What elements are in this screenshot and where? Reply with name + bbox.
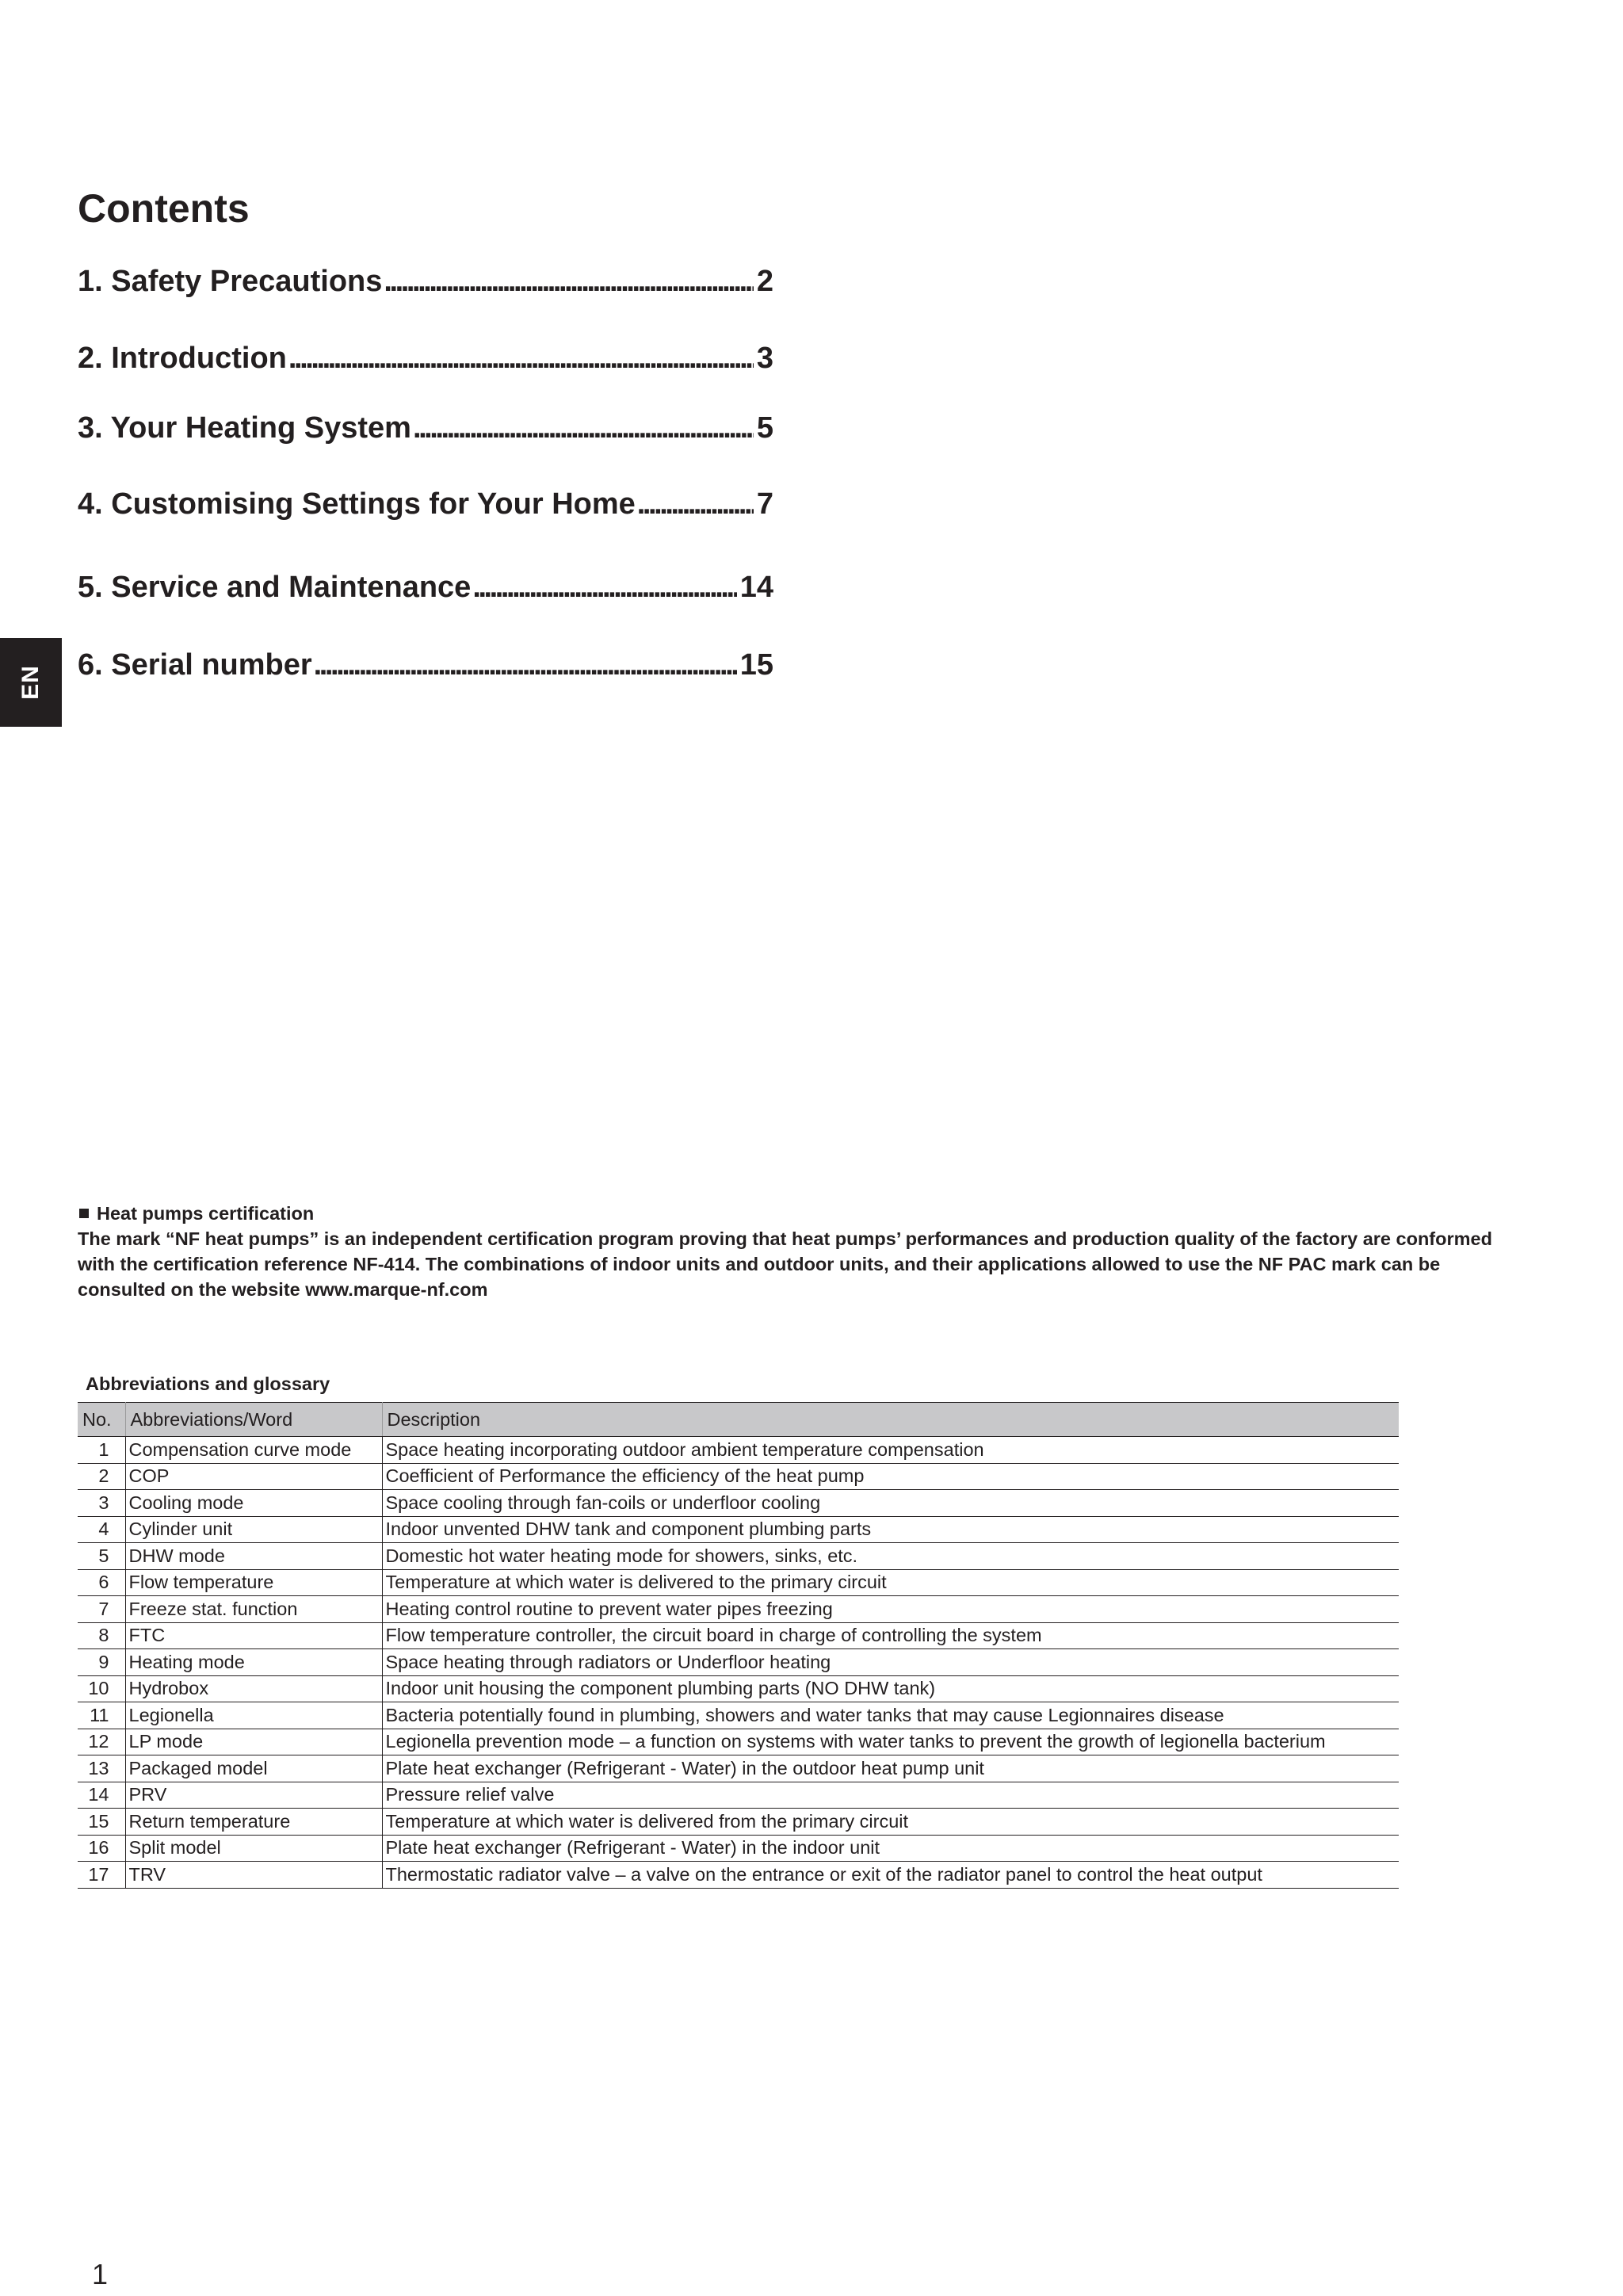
- toc-entry-title: 6. Serial number: [78, 648, 312, 682]
- row-word: PRV: [125, 1782, 382, 1809]
- row-description: Space heating through radiators or Underfloor heating: [382, 1649, 1399, 1676]
- row-number: 12: [78, 1729, 125, 1755]
- row-description: Flow temperature controller, the circuit board in charge of controlling the system: [382, 1622, 1399, 1649]
- row-number: 2: [78, 1463, 125, 1490]
- row-word: Hydrobox: [125, 1675, 382, 1702]
- table-row: [78, 1862, 1399, 1889]
- toc-leader: [637, 489, 754, 519]
- row-number: 7: [78, 1596, 125, 1623]
- toc-entry[interactable]: [78, 572, 773, 602]
- row-word: COP: [125, 1463, 382, 1490]
- row-description: Plate heat exchanger (Refrigerant - Water) in the indoor unit: [382, 1835, 1399, 1862]
- row-description: Temperature at which water is delivered from the primary circuit: [382, 1809, 1399, 1836]
- row-number: 17: [78, 1862, 125, 1889]
- row-number: 4: [78, 1516, 125, 1543]
- row-number: 1: [78, 1437, 125, 1464]
- row-number: 14: [78, 1782, 125, 1809]
- table-row: [78, 1702, 1399, 1729]
- toc-entry-title: 1. Safety Precautions: [78, 265, 383, 298]
- row-description: Space cooling through fan-coils or underfloor cooling: [382, 1490, 1399, 1517]
- table-row: [78, 1543, 1399, 1570]
- toc-leader: [413, 413, 754, 443]
- toc-entry[interactable]: [78, 413, 773, 443]
- table-row: [78, 1649, 1399, 1676]
- toc-entry[interactable]: [78, 650, 773, 680]
- row-word: Cooling mode: [125, 1490, 382, 1517]
- row-word: Legionella: [125, 1702, 382, 1729]
- table-row: [78, 1675, 1399, 1702]
- toc-entry-title: 3. Your Heating System: [78, 411, 411, 445]
- row-number: 13: [78, 1755, 125, 1782]
- table-row: [78, 1490, 1399, 1517]
- glossary-header-row: [78, 1403, 1399, 1437]
- language-tab-label: EN: [17, 665, 44, 700]
- row-description: Legionella prevention mode – a function on systems with water tanks to prevent the growth of legionella bacterium: [382, 1729, 1399, 1755]
- toc-leader: [384, 266, 753, 296]
- row-description: Bacteria potentially found in plumbing, showers and water tanks that may cause Legionnaires disease: [382, 1702, 1399, 1729]
- row-number: 15: [78, 1809, 125, 1836]
- toc-leader: [472, 572, 736, 602]
- table-row: [78, 1596, 1399, 1623]
- row-number: 8: [78, 1622, 125, 1649]
- glossary-table: [78, 1402, 1399, 1889]
- row-word: Packaged model: [125, 1755, 382, 1782]
- certification-section: [78, 1201, 1496, 1302]
- row-number: 5: [78, 1543, 125, 1570]
- table-row: [78, 1835, 1399, 1862]
- row-number: 11: [78, 1702, 125, 1729]
- row-word: Heating mode: [125, 1649, 382, 1676]
- glossary-caption: Abbreviations and glossary: [86, 1373, 330, 1394]
- column-header-word: Abbreviations/Word: [125, 1403, 382, 1437]
- certification-heading: Heat pumps certification: [97, 1203, 315, 1224]
- toc-entry-page: 5: [756, 411, 773, 445]
- row-word: Flow temperature: [125, 1569, 382, 1596]
- row-description: Thermostatic radiator valve – a valve on the entrance or exit of the radiator panel to control the heat output: [382, 1862, 1399, 1889]
- table-row: [78, 1782, 1399, 1809]
- toc-entry-title: 2. Introduction: [78, 342, 287, 375]
- row-number: 3: [78, 1490, 125, 1517]
- table-row: [78, 1569, 1399, 1596]
- toc-entry-page: 15: [739, 648, 773, 682]
- row-word: Return temperature: [125, 1809, 382, 1836]
- row-word: FTC: [125, 1622, 382, 1649]
- certification-body: The mark “NF heat pumps” is an independent certification program proving that heat pumps’ performances and production quality of the factory are conformed with the certification reference NF-414. The combinations of indoor units and outdoor units, and their applications allowed to use the NF PAC mark can be consulted on the website www.marque-nf.com: [78, 1228, 1492, 1300]
- row-word: TRV: [125, 1862, 382, 1889]
- toc-entry-page: 14: [739, 571, 773, 604]
- row-description: Indoor unit housing the component plumbing parts (NO DHW tank): [382, 1675, 1399, 1702]
- row-description: Temperature at which water is delivered to the primary circuit: [382, 1569, 1399, 1596]
- row-number: 16: [78, 1835, 125, 1862]
- certification-heading-row: [78, 1201, 1496, 1226]
- toc-leader: [288, 343, 754, 373]
- row-word: Freeze stat. function: [125, 1596, 382, 1623]
- table-row: [78, 1516, 1399, 1543]
- language-tab: [0, 638, 62, 727]
- table-row: [78, 1463, 1399, 1490]
- toc-entry[interactable]: [78, 266, 773, 296]
- toc-entry[interactable]: [78, 343, 773, 373]
- row-word: Compensation curve mode: [125, 1437, 382, 1464]
- row-description: Pressure relief valve: [382, 1782, 1399, 1809]
- page-number: 1: [92, 2258, 109, 2290]
- toc-entry-page: 2: [756, 265, 773, 298]
- row-description: Heating control routine to prevent water pipes freezing: [382, 1596, 1399, 1623]
- table-row: [78, 1622, 1399, 1649]
- table-row: [78, 1755, 1399, 1782]
- row-description: Indoor unvented DHW tank and component plumbing parts: [382, 1516, 1399, 1543]
- row-description: Space heating incorporating outdoor ambient temperature compensation: [382, 1437, 1399, 1464]
- table-row: [78, 1809, 1399, 1836]
- row-word: DHW mode: [125, 1543, 382, 1570]
- row-description: Coefficient of Performance the efficiency of the heat pump: [382, 1463, 1399, 1490]
- table-row: [78, 1437, 1399, 1464]
- table-row: [78, 1729, 1399, 1755]
- row-word: LP mode: [125, 1729, 382, 1755]
- toc-entry-title: 4. Customising Settings for Your Home: [78, 487, 636, 521]
- toc-entry-page: 3: [756, 342, 773, 375]
- row-word: Cylinder unit: [125, 1516, 382, 1543]
- toc-entry-page: 7: [756, 487, 773, 521]
- row-description: Plate heat exchanger (Refrigerant - Water) in the outdoor heat pump unit: [382, 1755, 1399, 1782]
- row-word: Split model: [125, 1835, 382, 1862]
- row-number: 6: [78, 1569, 125, 1596]
- toc-entry[interactable]: [78, 489, 773, 519]
- page-title: Contents: [78, 186, 250, 231]
- toc-leader: [314, 650, 737, 680]
- column-header-description: Description: [382, 1403, 1399, 1437]
- toc-entry-title: 5. Service and Maintenance: [78, 571, 472, 604]
- row-description: Domestic hot water heating mode for showers, sinks, etc.: [382, 1543, 1399, 1570]
- column-header-no: No.: [78, 1403, 125, 1437]
- square-bullet-icon: [79, 1209, 89, 1218]
- row-number: 10: [78, 1675, 125, 1702]
- row-number: 9: [78, 1649, 125, 1676]
